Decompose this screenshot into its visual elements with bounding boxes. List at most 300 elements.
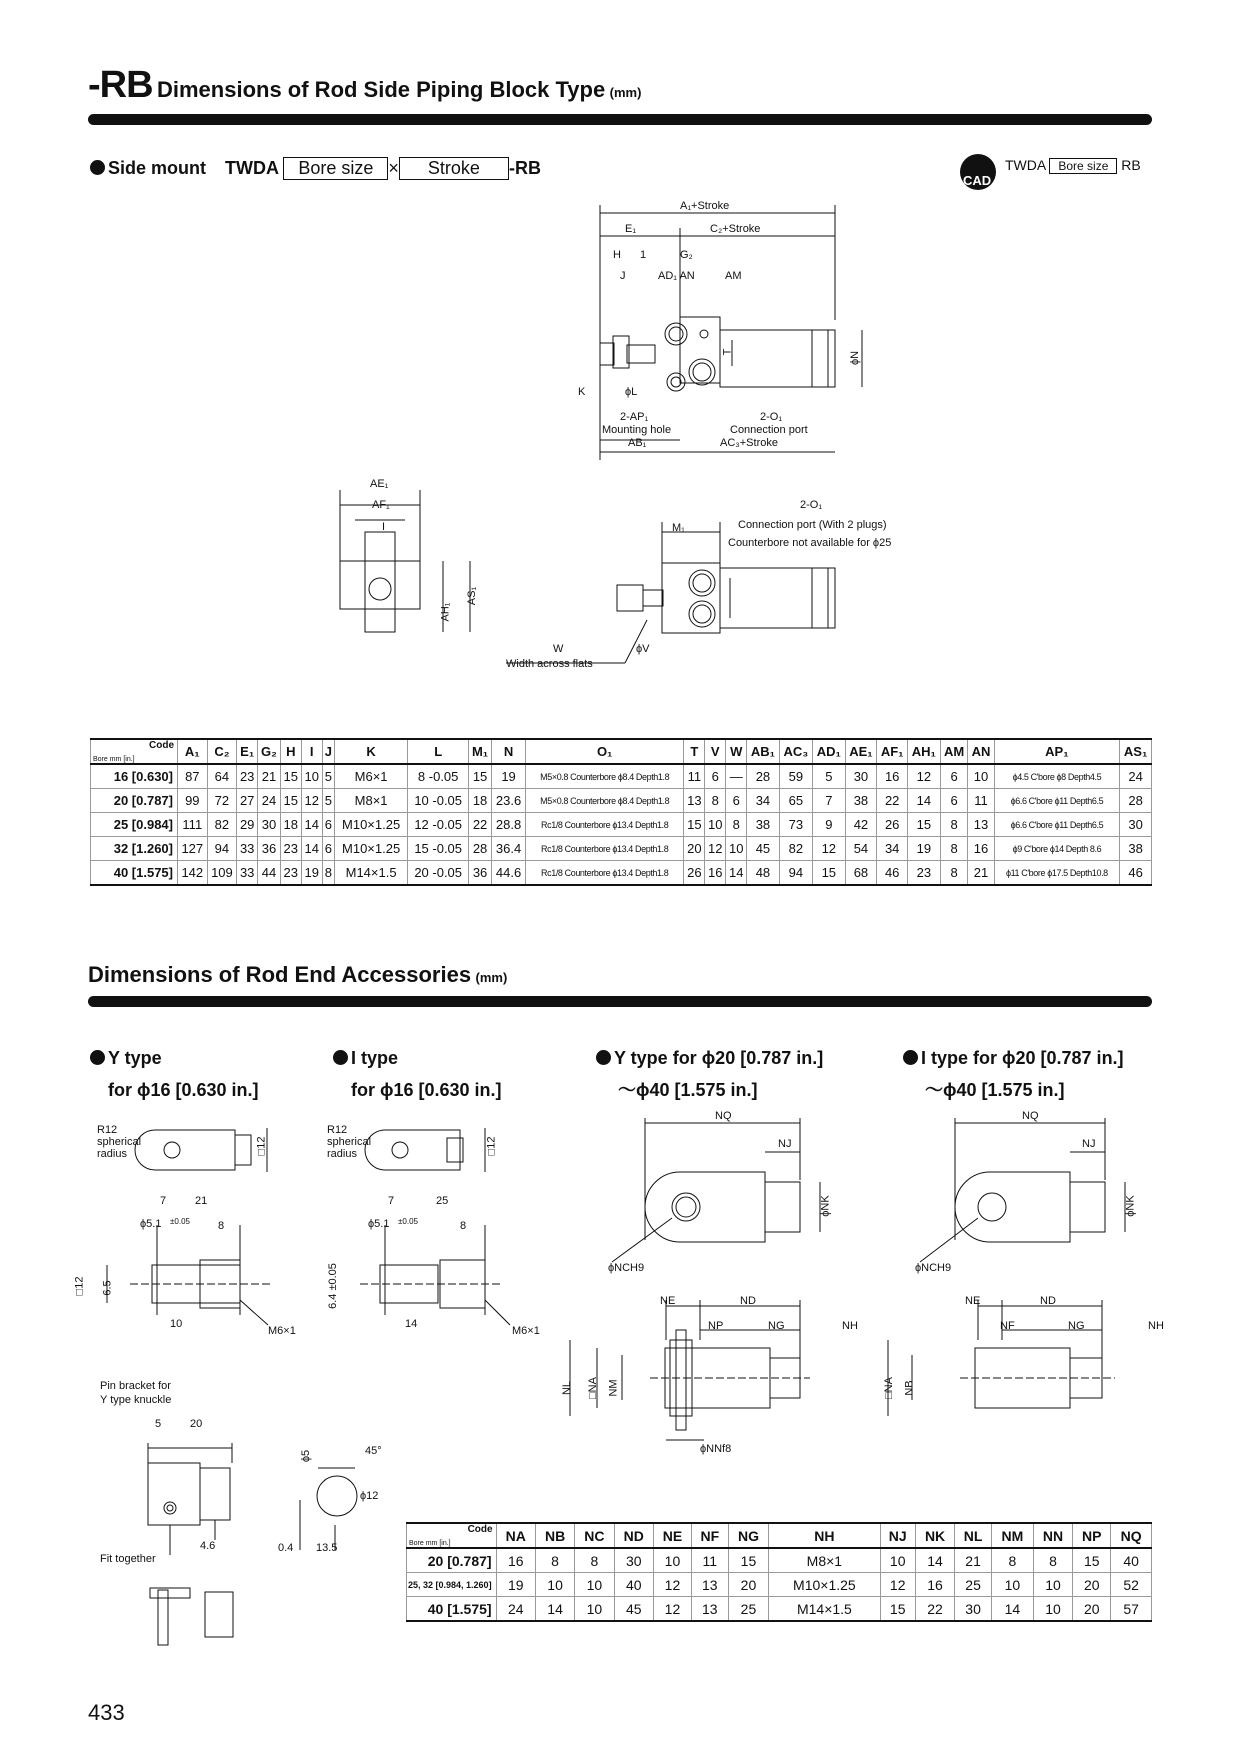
table-row (91, 764, 1152, 789)
table-cell: 10 (991, 1573, 1033, 1597)
table-cell: 13 (691, 1597, 728, 1622)
table-cell: 12 (880, 1573, 915, 1597)
table-cell: 94 (207, 837, 237, 861)
table-header-row (91, 739, 1152, 764)
dim-i: I (382, 521, 386, 533)
table-cell: M14×1.5 (769, 1597, 880, 1622)
dim-20: 20 (190, 1418, 203, 1430)
dim-65: 6.5 (101, 1280, 114, 1296)
dim-nc-i: ϕNCH9 (915, 1262, 952, 1274)
plugs-label: Connection port (With 2 plugs) (738, 519, 887, 531)
table-cell: 13 (684, 789, 705, 813)
table-cell: 15 (880, 1597, 915, 1622)
dimension-table (90, 738, 1152, 886)
m6-label: M6×1 (268, 1325, 296, 1337)
table-cell: 7 (813, 789, 846, 813)
table-cell: 8 (940, 837, 968, 861)
table-cell: 142 (178, 861, 208, 886)
dim-7-i: 7 (388, 1195, 395, 1207)
col-header: NH (769, 1523, 880, 1548)
table-cell: 21 (258, 764, 281, 789)
table-cell: M10×1.25 (334, 813, 407, 837)
table-cell: 8 -0.05 (408, 764, 469, 789)
sq12-label: □12 (255, 1136, 268, 1156)
table-cell: 15 -0.05 (408, 837, 469, 861)
col-header: NJ (880, 1523, 915, 1548)
dim-am: AM (725, 270, 742, 282)
table-cell: 18 (280, 813, 301, 837)
table-cell: 10 (880, 1548, 915, 1573)
i-type-20-title: I type for ϕ20 [0.787 in.] ～ϕ40 [1.575 in.] (903, 1042, 1124, 1106)
dim-10: 10 (170, 1318, 183, 1330)
dim-phiv: ϕV (636, 643, 650, 655)
table-row (91, 861, 1152, 886)
table-cell: 24 (1120, 764, 1152, 789)
table-cell: 10 (968, 764, 994, 789)
y-type-20-title: Y type for ϕ20 [0.787 in.] ～ϕ40 [1.575 in.] (596, 1042, 823, 1106)
table-cell: 22 (877, 789, 908, 813)
model-code: TWDA (225, 158, 279, 178)
dim-ne-i: NE (965, 1295, 981, 1307)
table-cell: 33 (237, 837, 258, 861)
table-cell: 21 (968, 861, 994, 886)
table-cell: 13 (691, 1573, 728, 1597)
table-row (407, 1597, 1152, 1622)
table-cell: 10 (726, 837, 747, 861)
table-cell: 45 (747, 837, 780, 861)
table-cell: 8 (535, 1548, 574, 1573)
table-cell: 14 (726, 861, 747, 886)
table-cell: 40 (614, 1573, 653, 1597)
table2-header-row (407, 1523, 1152, 1548)
table-cell: 5 (322, 789, 334, 813)
table-row (407, 1573, 1152, 1597)
table-cell: 94 (779, 861, 812, 886)
r12-label-i: R12 (327, 1124, 348, 1136)
table-cell: 19 (496, 1573, 535, 1597)
dim-nd-i: ND (1040, 1295, 1056, 1307)
col-header: AB₁ (747, 739, 780, 764)
dim-na-i: □NA (882, 1377, 895, 1399)
col-header: C₂ (207, 739, 237, 764)
dim-nl: NL (561, 1380, 574, 1396)
y-type-16-title: Y type for ϕ16 [0.630 in.] (90, 1042, 259, 1106)
i-type-16-title: I type for ϕ16 [0.630 in.] (333, 1042, 502, 1106)
dim-ng-i: NG (1068, 1320, 1085, 1332)
cad-code: TWDA (1005, 157, 1046, 173)
table-cell: 38 (1120, 837, 1152, 861)
table-cell: 99 (178, 789, 208, 813)
table-cell: 30 (1120, 813, 1152, 837)
dim-k: K (578, 386, 586, 398)
col-header: K (334, 739, 407, 764)
row-header-cell: 16 [0.630] (91, 764, 178, 789)
dim-nd: ND (740, 1295, 756, 1307)
tol-005: ±0.05 (170, 1217, 190, 1226)
width-across-flats: Width across flats (506, 658, 593, 670)
table-cell: 82 (207, 813, 237, 837)
table-cell: 12 (908, 764, 941, 789)
table-cell: 59 (779, 764, 812, 789)
table-cell: 18 (469, 789, 492, 813)
dim-j: J (620, 270, 626, 282)
section2-title: Dimensions of Rod End Accessories (88, 962, 472, 987)
table-cell: 16 (705, 861, 726, 886)
dim-7: 7 (160, 1195, 167, 1207)
table-cell: 8 (940, 813, 968, 837)
table-cell: 42 (845, 813, 877, 837)
col-header: NF (691, 1523, 728, 1548)
table-cell: 57 (1111, 1597, 1152, 1622)
col-header: J (322, 739, 334, 764)
cad-box: Bore size (1049, 158, 1117, 174)
table-cell: 54 (845, 837, 877, 861)
dim-14: 14 (405, 1318, 418, 1330)
table-cell: 10 (1033, 1573, 1072, 1597)
dim-ap1: 2-AP₁ (620, 411, 649, 423)
model-bore-box: Bore size (283, 157, 388, 180)
row-header-cell: 20 [0.787] (91, 789, 178, 813)
section2-unit: (mm) (475, 970, 508, 985)
dim-nk: ϕNK (819, 1195, 832, 1217)
table-cell: 16 (968, 837, 994, 861)
table-cell: 14 (991, 1597, 1033, 1622)
table-cell: 23 (908, 861, 941, 886)
col-header: NE (653, 1523, 691, 1548)
dim-e1: E₁ (625, 223, 637, 235)
col-header: AN (968, 739, 994, 764)
times-sign: × (388, 158, 399, 178)
table-cell: 20 -0.05 (408, 861, 469, 886)
dim-nn: ϕNNf8 (700, 1443, 732, 1455)
table-cell: 36 (469, 861, 492, 886)
dim-8-i: 8 (460, 1220, 467, 1232)
table-cell: M10×1.25 (334, 837, 407, 861)
model-stroke-box: Stroke (399, 157, 509, 180)
dim-nm: NM (607, 1379, 620, 1397)
dim-nh: NH (842, 1320, 858, 1332)
table-cell: 15 (280, 789, 301, 813)
m6-label-i: M6×1 (512, 1325, 540, 1337)
table-cell: 15 (684, 813, 705, 837)
table-cell: 20 (684, 837, 705, 861)
table-cell: 6 (940, 789, 968, 813)
dim-nh-i: NH (1148, 1320, 1164, 1332)
col-header: W (726, 739, 747, 764)
row-header-cell: 40 [1.575] (91, 861, 178, 886)
table-cell: 10 (1033, 1597, 1072, 1622)
table-cell: M10×1.25 (769, 1573, 880, 1597)
sq12-side: □12 (73, 1276, 86, 1296)
dim-nf: NF (1000, 1320, 1015, 1332)
dim-t: T (721, 348, 734, 356)
col-header: A₁ (178, 739, 208, 764)
table-cell: 6 (940, 764, 968, 789)
col-header: H (280, 739, 301, 764)
table-cell: Rc1/8 Counterbore ϕ13.4 Depth1.8 (526, 861, 684, 886)
col-header: AE₁ (845, 739, 877, 764)
dim-phi12: ϕ12 (360, 1490, 379, 1502)
table-cell: ϕ4.5 C'bore ϕ8 Depth4.5 (994, 764, 1120, 789)
dim-25: 25 (436, 1195, 449, 1207)
col-header: NG (728, 1523, 769, 1548)
table-cell: 6 (322, 837, 334, 861)
col-header: ND (614, 1523, 653, 1548)
table-cell: 15 (280, 764, 301, 789)
dim-46: 4.6 (200, 1540, 216, 1552)
table-cell: 16 (877, 764, 908, 789)
col-header: NA (496, 1523, 535, 1548)
col-header: AM (940, 739, 968, 764)
dim-nq-i: NQ (1022, 1110, 1039, 1122)
dim-5: 5 (155, 1418, 162, 1430)
col-header: NC (575, 1523, 614, 1548)
table-cell: 26 (684, 861, 705, 886)
table-cell: 13 (968, 813, 994, 837)
model-suffix: -RB (508, 158, 541, 178)
table-cell: 14 (301, 813, 322, 837)
col-header: M₁ (469, 739, 492, 764)
table-row (407, 1548, 1152, 1573)
dim-ab1: AB₁ (628, 437, 647, 449)
table-cell: 10 (535, 1573, 574, 1597)
dim-a1: A₁+Stroke (680, 200, 730, 212)
row-header-cell: 25 [0.984] (91, 813, 178, 837)
col-header: I (301, 739, 322, 764)
dim-phin: ϕN (849, 350, 862, 366)
table-body (91, 764, 1152, 885)
table-cell: 8 (991, 1548, 1033, 1573)
col-header: NL (955, 1523, 992, 1548)
table-cell: 10 (653, 1548, 691, 1573)
cad-model (1005, 157, 1141, 173)
table-cell: 19 (908, 837, 941, 861)
row-header-cell: 32 [1.260] (91, 837, 178, 861)
table-cell: 15 (1073, 1548, 1111, 1573)
connection-port-label: Connection port (730, 424, 808, 436)
table-cell: 36.4 (492, 837, 526, 861)
table-cell: 8 (705, 789, 726, 813)
dim-135: 13.5 (316, 1542, 338, 1554)
dim-21: 21 (195, 1195, 208, 1207)
table-cell: M8×1 (334, 789, 407, 813)
table-cell: 12 (301, 789, 322, 813)
table-cell: M6×1 (334, 764, 407, 789)
dim-64: 6.4 ±0.05 (326, 1263, 339, 1309)
dim-nc: ϕNCH9 (608, 1262, 645, 1274)
table-cell: 111 (178, 813, 208, 837)
table-cell: 5 (322, 764, 334, 789)
table-cell: ϕ9 C'bore ϕ14 Depth 8.6 (994, 837, 1120, 861)
col-header: V (705, 739, 726, 764)
table-cell: 14 (301, 837, 322, 861)
section-prefix: -RB (88, 64, 153, 106)
col-header: NK (915, 1523, 954, 1548)
table-cell: 16 (915, 1573, 954, 1597)
col-header: T (684, 739, 705, 764)
pin-bracket-label-2: Y type knuckle (100, 1394, 172, 1406)
mounting-hole-label: Mounting hole (602, 424, 672, 436)
table-cell: M5×0.8 Counterbore ϕ8.4 Depth1.8 (526, 764, 684, 789)
col-header: AP₁ (994, 739, 1120, 764)
col-header: E₁ (237, 739, 258, 764)
dim-nk-i: ϕNK (1124, 1195, 1137, 1217)
dim-c2: C₂+Stroke (710, 223, 761, 235)
dim-8: 8 (218, 1220, 225, 1232)
table-cell: 23.6 (492, 789, 526, 813)
table-cell: 87 (178, 764, 208, 789)
table-cell: 19 (492, 764, 526, 789)
table-cell: 30 (845, 764, 877, 789)
table-cell: 28 (469, 837, 492, 861)
table-cell: 10 (575, 1573, 614, 1597)
table-cell: 6 (726, 789, 747, 813)
cad-icon[interactable] (960, 154, 996, 190)
table-cell: 21 (955, 1548, 992, 1573)
table-cell: 34 (747, 789, 780, 813)
table-cell: ϕ6.6 C'bore ϕ11 Depth6.5 (994, 789, 1120, 813)
table-cell: 44 (258, 861, 281, 886)
col-header: AC₃ (779, 739, 812, 764)
dim-ng: NG (768, 1320, 785, 1332)
section-title: Dimensions of Rod Side Piping Block Type (157, 77, 606, 102)
model-label: Side mount (108, 158, 206, 178)
col-header: AS₁ (1120, 739, 1152, 764)
dim-w: W (553, 643, 564, 655)
table-cell: 16 (496, 1548, 535, 1573)
table-cell: 25 (955, 1573, 992, 1597)
table-cell: 6 (322, 813, 334, 837)
table-cell: 23 (237, 764, 258, 789)
table-cell: ϕ11 C'bore ϕ17.5 Depth10.8 (994, 861, 1120, 886)
section-unit: (mm) (609, 85, 642, 100)
table-cell: 34 (877, 837, 908, 861)
table-cell: 64 (207, 764, 237, 789)
dim-nq: NQ (715, 1110, 732, 1122)
table-cell: 22 (915, 1597, 954, 1622)
heading-rule (88, 114, 1152, 125)
row-header-cell: 25, 32 [0.984, 1.260] (407, 1573, 497, 1597)
table-cell: 29 (237, 813, 258, 837)
dim-ac3: AC₃+Stroke (720, 437, 778, 449)
table-cell: 33 (237, 861, 258, 886)
table2-body (407, 1548, 1152, 1621)
table-cell: 30 (955, 1597, 992, 1622)
row-header-cell: 20 [0.787] (407, 1548, 497, 1573)
dim-ad1an: AD₁ AN (658, 270, 695, 282)
table-cell: — (726, 764, 747, 789)
table-cell: 8 (1033, 1548, 1072, 1573)
table-cell: 15 (908, 813, 941, 837)
table-cell: Rc1/8 Counterbore ϕ13.4 Depth1.8 (526, 813, 684, 837)
table-cell: 73 (779, 813, 812, 837)
dim-phi51-i: ϕ5.1 (368, 1218, 390, 1230)
table-cell: 20 (1073, 1573, 1111, 1597)
table-cell: 24 (258, 789, 281, 813)
table-cell: 65 (779, 789, 812, 813)
table-cell: 11 (684, 764, 705, 789)
table-cell: 8 (940, 861, 968, 886)
table-cell: 12 (653, 1597, 691, 1622)
table-cell: 5 (813, 764, 846, 789)
table-cell: 46 (1120, 861, 1152, 886)
dim-as1: AS₁ (466, 586, 479, 606)
model-line (90, 157, 541, 180)
dim-1: 1 (640, 249, 647, 261)
dim-nj: NJ (778, 1138, 792, 1150)
table-cell: M8×1 (769, 1548, 880, 1573)
table-corner: Code Bore mm [in.] (91, 739, 178, 764)
pin-bracket-label-1: Pin bracket for (100, 1380, 171, 1392)
dim-phil: ϕL (625, 386, 638, 398)
table-cell: 28 (1120, 789, 1152, 813)
table-cell: 38 (747, 813, 780, 837)
table-row (91, 813, 1152, 837)
col-header: NN (1033, 1523, 1072, 1548)
dim-af1: AF₁ (372, 499, 390, 511)
table-cell: 30 (614, 1548, 653, 1573)
table-cell: 28.8 (492, 813, 526, 837)
table-cell: 19 (301, 861, 322, 886)
col-header: NM (991, 1523, 1033, 1548)
page-number: 433 (88, 1700, 125, 1725)
dim-o1: 2-O₁ (760, 411, 783, 423)
dim-h: H (613, 249, 621, 261)
table-cell: 26 (877, 813, 908, 837)
dim-m1: M₁ (672, 522, 685, 534)
table-cell: 127 (178, 837, 208, 861)
table-cell: 14 (535, 1597, 574, 1622)
counterbore-note: Counterbore not available for ϕ25 (728, 537, 892, 549)
table-cell: 10 (705, 813, 726, 837)
section2-heading (88, 962, 507, 988)
dim-np: NP (708, 1320, 724, 1332)
table-cell: 10 -0.05 (408, 789, 469, 813)
table-cell: 15 (469, 764, 492, 789)
col-header: O₁ (526, 739, 684, 764)
radius-label: radius (97, 1148, 127, 1160)
table-cell: 8 (575, 1548, 614, 1573)
table-cell: 10 (301, 764, 322, 789)
r12-label: R12 (97, 1124, 118, 1136)
row-header-cell: 40 [1.575] (407, 1597, 497, 1622)
dim-nj-i: NJ (1082, 1138, 1096, 1150)
radius-label-i: radius (327, 1148, 357, 1160)
table-cell: 48 (747, 861, 780, 886)
table-cell: 15 (728, 1548, 769, 1573)
table-row (91, 837, 1152, 861)
table-cell: 20 (728, 1573, 769, 1597)
bullet-icon (596, 1050, 611, 1065)
dim-04: 0.4 (278, 1542, 294, 1554)
table-cell: 20 (1073, 1597, 1111, 1622)
table-cell: Rc1/8 Counterbore ϕ13.4 Depth1.8 (526, 837, 684, 861)
col-header: NB (535, 1523, 574, 1548)
bullet-icon (903, 1050, 918, 1065)
dim-ne: NE (660, 1295, 676, 1307)
tol-005-i: ±0.05 (398, 1217, 418, 1226)
dim-phi5: ϕ5 (300, 1449, 313, 1463)
spherical-label-i: spherical (327, 1136, 372, 1148)
table-cell: 46 (877, 861, 908, 886)
table-cell: 38 (845, 789, 877, 813)
table-cell: 8 (322, 861, 334, 886)
table-cell: 12 (813, 837, 846, 861)
accessory-table (406, 1522, 1152, 1622)
table-cell: 12 (705, 837, 726, 861)
cad-badge: CAD (963, 173, 992, 188)
col-header: NQ (1111, 1523, 1152, 1548)
